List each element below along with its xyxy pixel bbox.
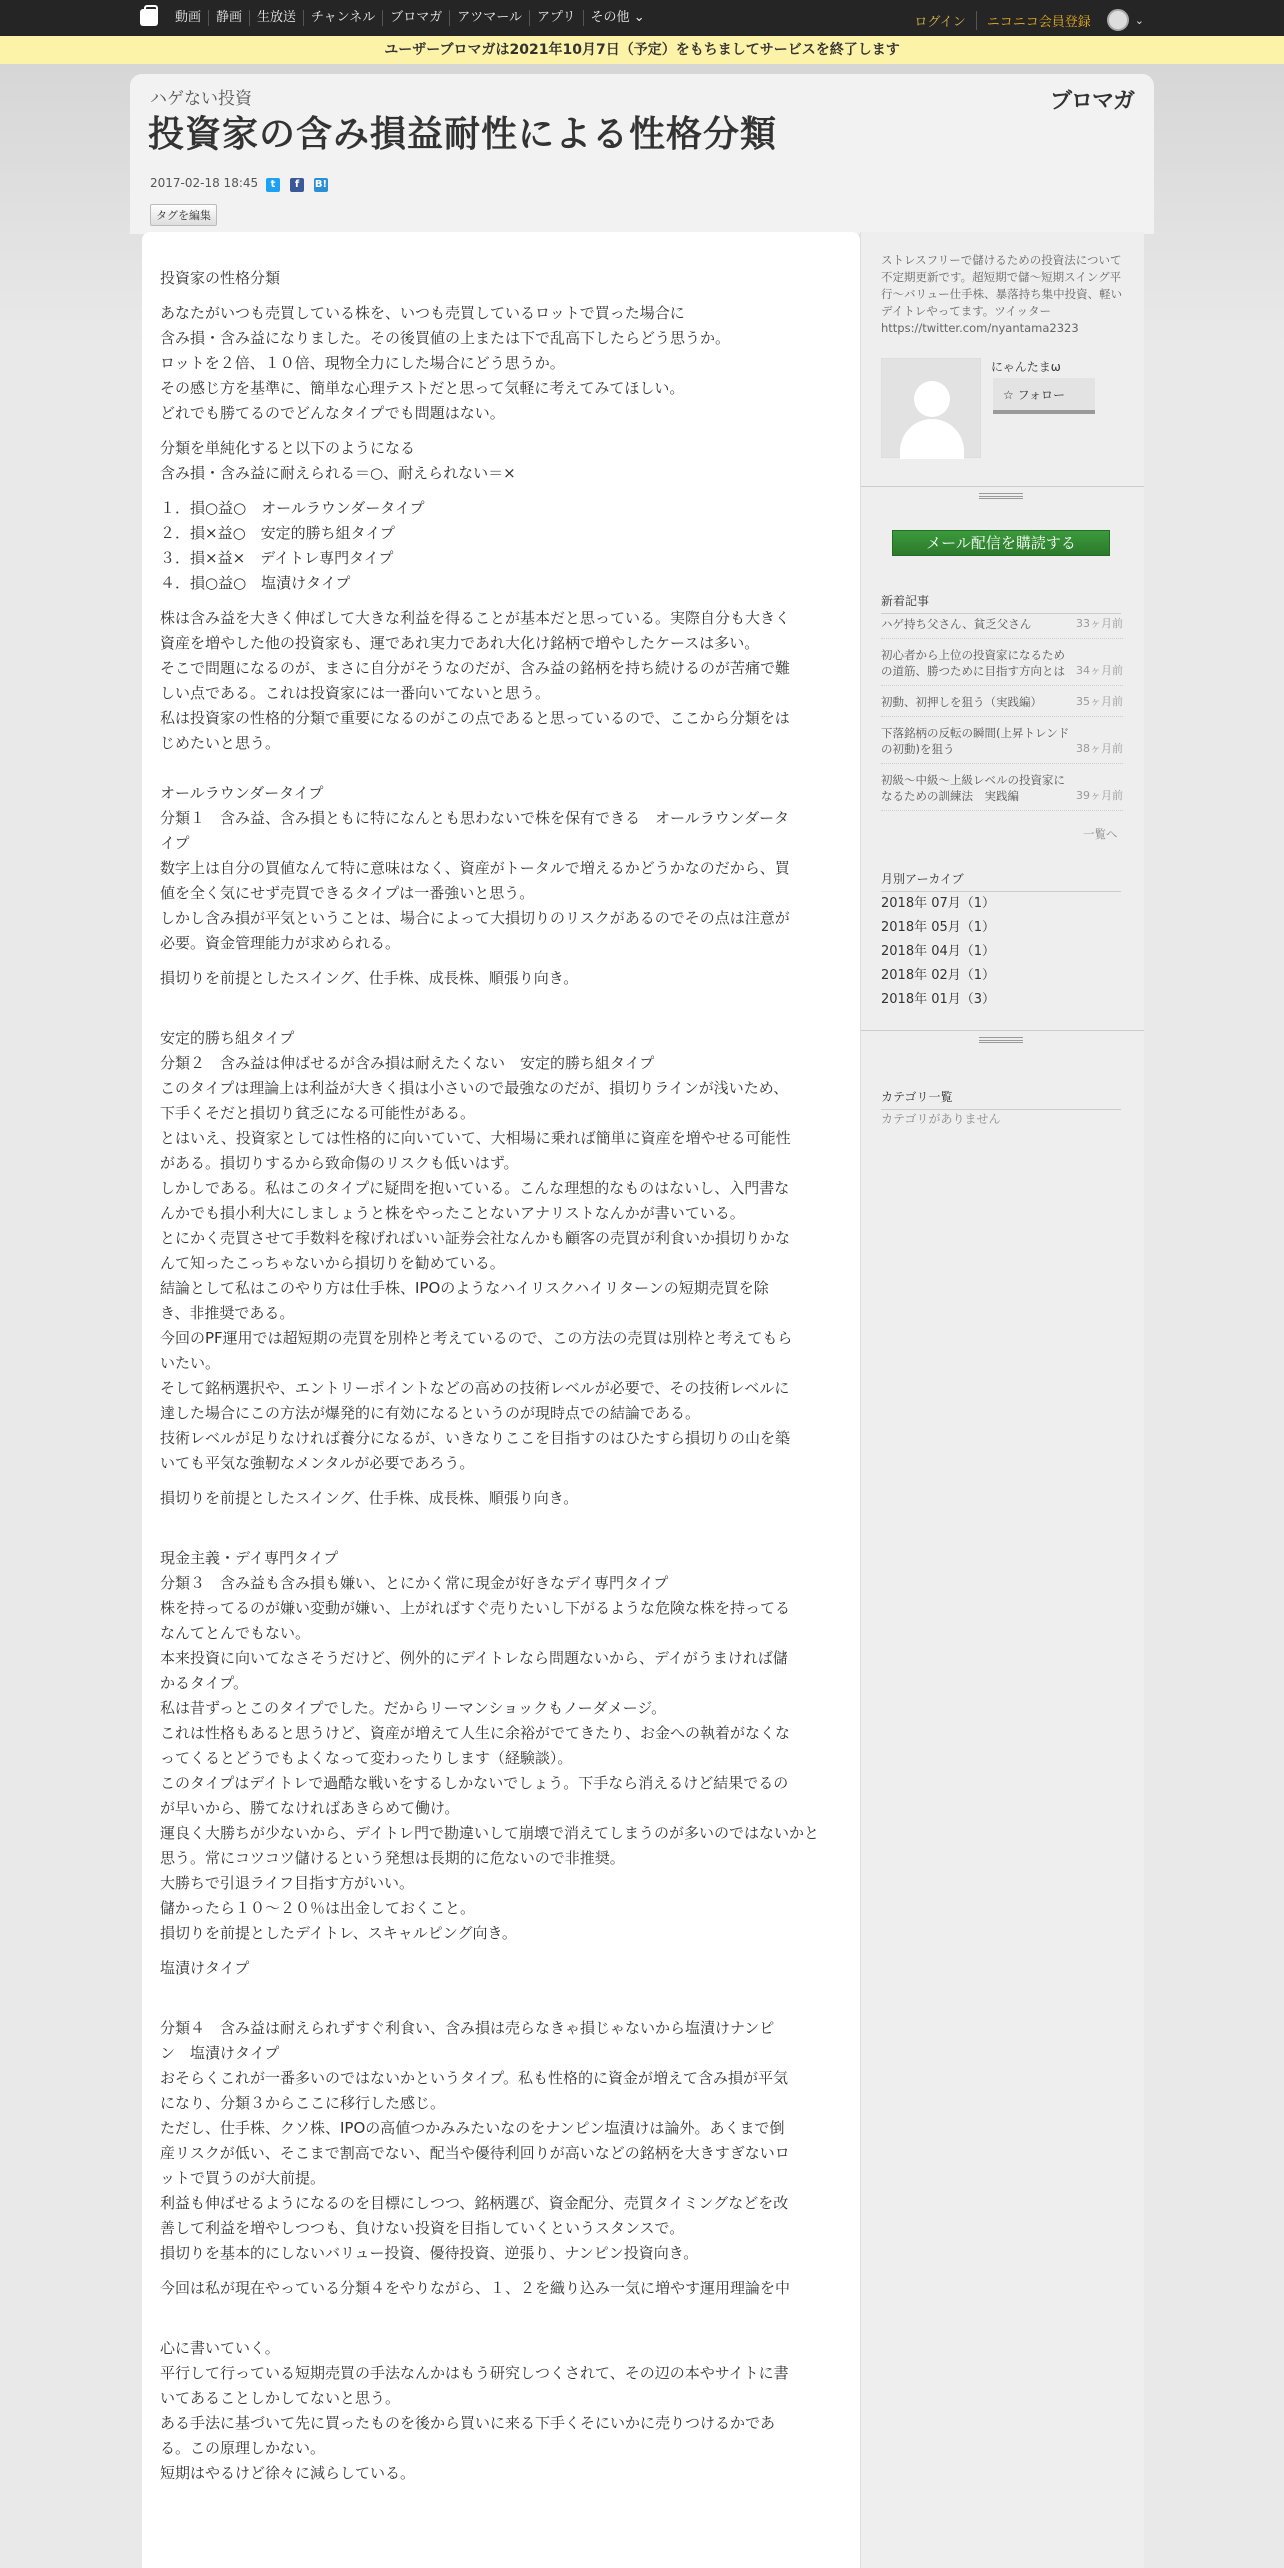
recent-ago: 38ヶ月前: [1076, 742, 1123, 755]
paragraph: 数字上は自分の買値なんて特に意味はなく、資産がトータルで増えるかどうかなのだから、買: [160, 859, 790, 877]
blomaga-logo[interactable]: ブロマガ: [1050, 89, 1135, 114]
archive-item[interactable]: 2018年 01月（3）: [881, 992, 996, 1007]
paragraph: 分類２ 含み益は伸ばせるが含み損は耐えたくない 安定的勝ち組タイプ: [160, 1054, 655, 1072]
paragraph: 短期はやるけど徐々に減らしている。: [160, 2464, 416, 2482]
paragraph: おそらくこれが一番多いのではないかというタイプ。私も性格的に資金が増えて含み損が平気: [160, 2069, 789, 2087]
avatar-body-shape: [900, 419, 964, 459]
chevron-down-icon[interactable]: ⌄: [1134, 13, 1144, 27]
recent-title[interactable]: ハゲ持ち父さん、貧乏父さん: [881, 617, 1032, 631]
category-heading: カテゴリ一覧: [881, 1088, 1121, 1110]
paragraph: いても平気な強靭なメンタルが必要であろう。: [160, 1454, 475, 1472]
sidebar-divider: [861, 486, 1144, 500]
paragraph: んて知ったこっちゃないから損切りを勧めている。: [160, 1254, 505, 1272]
paragraph: ットで買うのが大前提。: [160, 2169, 326, 2187]
nav-item-seiga[interactable]: 静画: [208, 10, 249, 26]
paragraph: このタイプは理論上は利益が大きく損は小さいので最強なのだが、損切りラインが浅いため、: [160, 1079, 789, 1097]
paragraph: しい点である。これは投資家には一番向いてないと思う。: [160, 684, 551, 702]
archive-item[interactable]: 2018年 07月（1）: [881, 896, 996, 911]
paragraph: が早いから、勝てなければあきらめて働け。: [160, 1799, 460, 1817]
recent-ago: 35ヶ月前: [1076, 695, 1123, 708]
paragraph: 損切りを前提としたスイング、仕手株、成長株、順張り向き。: [160, 1489, 579, 1507]
article-body: [160, 266, 842, 2486]
paragraph: 結論として私はこのやり方は仕手株、IPOのようなハイリスクハイリターンの短期売買を除: [160, 1279, 769, 1297]
archive-list: [881, 892, 1121, 1012]
list-item: ２．損×益○ 安定的勝ち組タイプ: [160, 524, 395, 542]
paragraph: そこで問題になるのが、まさに自分がそうなのだが、含み益の銘柄を持ち続けるのが苦痛で難: [160, 659, 791, 677]
recent-title[interactable]: 下落銘柄の反転の瞬間(上昇トレンドの初動)を狙う: [881, 726, 1070, 756]
paragraph: これは性格もあると思うけど、資産が増えて人生に余裕がでてきたり、お金への執着がなくな: [160, 1724, 791, 1742]
recent-title[interactable]: 初心者から上位の投資家になるための道筋、勝つために目指す方向とは: [881, 648, 1065, 678]
paragraph: じめたいと思う。: [160, 734, 281, 752]
paragraph: 必要。資金管理能力が求められる。: [160, 934, 401, 952]
nav-item-live[interactable]: 生放送: [249, 10, 303, 26]
grip-icon: [979, 493, 1023, 499]
paragraph: いたい。: [160, 1354, 221, 1372]
avatar[interactable]: [881, 358, 981, 458]
paragraph: 含み損・含み益になりました。その後買値の上または下で乱高下したらどう思うか。: [160, 329, 731, 347]
paragraph: んかでも損小利大にしましょうと株をやったことないアナリストなんかが書いている。: [160, 1204, 745, 1222]
paragraph: かるタイプ。: [160, 1674, 249, 1692]
list-item: １．損○益○ オールラウンダータイプ: [160, 499, 425, 517]
archive-item[interactable]: 2018年 02月（1）: [881, 968, 996, 983]
section-heading: 現金主義・デイ専門タイプ: [160, 1549, 339, 1567]
paragraph: 善して利益を増やしつつも、負けない投資を目指していくというスタンスで。: [160, 2219, 685, 2237]
follow-button[interactable]: [993, 378, 1095, 414]
paragraph: どれでも勝てるのでどんなタイプでも問題はない。: [160, 404, 505, 422]
paragraph: 技術レベルが足りなければ養分になるが、いきなりここを目指すのはひたすら損切りの山を築: [160, 1429, 791, 1447]
nav-item-more[interactable]: [583, 10, 652, 26]
paragraph: 運良く大勝ちが少ないから、デイトレ門で勘違いして崩壊で消えてしまうのが多いのではないかと: [160, 1824, 819, 1842]
hatena-bookmark-icon[interactable]: B!: [314, 179, 328, 190]
paragraph: ロットを２倍、１０倍、現物全力にした場合にどう思うか。: [160, 354, 565, 372]
archive-heading: 月別アーカイブ: [881, 870, 1121, 892]
recent-item[interactable]: [881, 647, 1123, 686]
nav-item-atsumaru[interactable]: アツマール: [449, 10, 529, 26]
paragraph: 下手くそだと損切り貧乏になる可能性がある。: [160, 1104, 476, 1122]
recent-title[interactable]: 初級～中級～上級レベルの投資家になるための訓練法 実践編: [881, 773, 1065, 803]
section-heading: オールラウンダータイプ: [160, 784, 324, 802]
list-item: ４．損○益○ 塩漬けタイプ: [160, 574, 351, 592]
sidebar: [860, 232, 1144, 2568]
paragraph: ってくるとどうでもよくなって変わったりします（経験談）。: [160, 1749, 573, 1767]
recent-list: [881, 616, 1123, 819]
paragraph: しかしである。私はこのタイプに疑問を抱いている。こんな理想的なものはないし、入門書な: [160, 1179, 790, 1197]
avatar-head-shape: [914, 381, 950, 417]
paragraph: そして銘柄選択や、エントリーポイントなどの高めの技術レベルが必要で、その技術レベルに: [160, 1379, 790, 1397]
recent-ago: 33ヶ月前: [1076, 617, 1123, 630]
nav-item-video[interactable]: 動画: [175, 10, 202, 25]
paragraph: 損切りを基本的にしないバリュー投資、優待投資、逆張り、ナンピン投資向き。: [160, 2244, 699, 2262]
account-area: [914, 9, 1144, 31]
paragraph: 私は昔ずっとこのタイプでした。だからリーマンショックもノーダメージ。: [160, 1699, 667, 1717]
section-heading: 投資家の性格分類: [160, 269, 281, 287]
paragraph: 塩漬けタイプ: [160, 1959, 250, 1977]
register-link[interactable]: ニコニコ会員登録: [986, 14, 1091, 30]
paragraph: なんてとんでもない。: [160, 1624, 311, 1642]
paragraph: 達した場合にこの方法が爆発的に有効になるというのが現時点での結論である。: [160, 1404, 701, 1422]
grip-icon: [979, 1037, 1023, 1043]
paragraph: 思う。常にコツコツ儲けるという発想は長期的に危ないので非推奨。: [160, 1849, 625, 1867]
paragraph: 本来投資に向いてなさそうだけど、例外的にデイトレなら問題ないから、デイがうまければ儲: [160, 1649, 788, 1667]
subscribe-mail-button[interactable]: メール配信を購読する: [892, 530, 1110, 556]
recent-item[interactable]: [881, 772, 1123, 811]
paragraph: 分類を単純化すると以下のようになる: [160, 439, 416, 457]
paragraph: ただし、仕手株、クソ株、IPOの高値つかみみたいなのをナンピン塩漬けは論外。あくまで倒: [160, 2119, 785, 2137]
facebook-share-icon[interactable]: f: [290, 178, 304, 192]
paragraph: がある。損切りするから致命傷のリスクも低いはず。: [160, 1154, 519, 1172]
service-end-notice: ユーザーブロマガは2021年10月7日（予定）をもちましてサービスを終了します: [0, 36, 1284, 64]
paragraph: あなたがいつも売買している株を、いつも売買しているロットで買った場合に: [160, 304, 685, 322]
section-heading: 安定的勝ち組タイプ: [160, 1029, 295, 1047]
recent-item[interactable]: [881, 616, 1123, 639]
paragraph: る。この原理しかない。: [160, 2439, 326, 2457]
sidebar-divider: [861, 1030, 1144, 1044]
chevron-down-icon: ⌄: [633, 10, 645, 25]
paragraph: 私は投資家の性格的分類で重要になるのがこの点であると思っているので、ここから分類をは: [160, 709, 790, 727]
star-icon: ☆: [1003, 388, 1014, 402]
user-avatar-icon[interactable]: [1107, 9, 1129, 31]
paragraph: 損切りを前提としたスイング、仕手株、成長株、順張り向き。: [160, 969, 579, 987]
paragraph: 含み損・含み益に耐えられる＝○、耐えられない＝×: [160, 464, 516, 482]
blog-name[interactable]: ハゲない投資: [150, 89, 252, 109]
paragraph: 分類３ 含み益も含み損も嫌い、とにかく常に現金が好きなデイ専門タイプ: [160, 1574, 669, 1592]
paragraph: 株を持ってるのが嫌い変動が嫌い、上がればすぐ売りたいし下がるような危険な株を持ってる: [160, 1599, 791, 1617]
paragraph: 資産を増やした他の投資家も、運であれ実力であれ大化け銘柄で増やしたケースは多い。: [160, 634, 760, 652]
twitter-share-icon[interactable]: t: [266, 178, 280, 192]
paragraph: 儲かったら１０～２０％は出金しておくこと。: [160, 1899, 476, 1917]
nav-item-blomaga[interactable]: ブロマガ: [382, 10, 449, 26]
paragraph: とはいえ、投資家としては性格的に向いていて、大相場に乗れば簡単に資産を増やせる可能性: [160, 1129, 791, 1147]
recent-ago: 39ヶ月前: [1076, 789, 1123, 802]
recent-ago: 34ヶ月前: [1076, 664, 1123, 677]
paragraph: 値を全く気にせず売買できるタイプは一番強いと思う。: [160, 884, 535, 902]
paragraph: ン 塩漬けタイプ: [160, 2044, 280, 2062]
archive-item[interactable]: 2018年 04月（1）: [881, 944, 996, 959]
recent-more-link[interactable]: 一覧へ: [1083, 827, 1118, 841]
nav-more-label: その他: [590, 10, 630, 25]
recent-item[interactable]: [881, 694, 1123, 717]
paragraph: 今回は私が現在やっている分類４をやりながら、１、２を織り込み一気に増やす運用理論を中: [160, 2279, 791, 2297]
profile-description: ストレスフリーで儲けるための投資法について不定期更新です。超短期で儲～短期スイング平行～バリュー仕手株、暴落持ち集中投資、軽いデイトレやってます。ツイッターhttps://twitter.com/nyantama2323: [881, 253, 1123, 335]
paragraph: 産リスクが低い、そこまで割高でない、配当や優待利回りが高いなどの銘柄を大きすぎないロ: [160, 2144, 790, 2162]
paragraph: 平行して行っている短期売買の手法なんかはもう研究しつくされて、その辺の本やサイトに書: [160, 2364, 789, 2382]
profile-name[interactable]: にゃんたまω: [991, 360, 1061, 374]
paragraph: 分類１ 含み益、含み損ともに特になんとも思わないで株を保有できる オールラウンダータ: [160, 809, 790, 827]
list-item: ３．損×益× デイトレ専門タイプ: [160, 549, 394, 567]
edit-tags-button[interactable]: タグを編集: [150, 204, 217, 226]
paragraph: 大勝ちで引退ライフ目指す方がいい。: [160, 1874, 414, 1892]
paragraph: とにかく売買させて手数料を稼げればいい証券会社なんかも顧客の売買が利食いか損切りかな: [160, 1229, 791, 1247]
paragraph: き、非推奨である。: [160, 1304, 295, 1322]
paragraph: 利益も伸ばせるようになるのを目標にしつつ、銘柄選び、資金配分、売買タイミングなどを改: [160, 2194, 789, 2212]
nav-item-app[interactable]: アプリ: [529, 10, 582, 26]
niconico-logo-icon[interactable]: [140, 9, 158, 26]
service-menu: [168, 10, 652, 26]
paragraph: 今回のPF運用では超短期の売買を別枠と考えているので、この方法の売買は別枠と考えてもら: [160, 1329, 793, 1347]
recent-item[interactable]: [881, 725, 1123, 764]
recent-heading: 新着記事: [881, 592, 1121, 614]
recent-title[interactable]: 初動、初押しを狙う（実践編）: [881, 695, 1042, 709]
paragraph: このタイプはデイトレで過酷な戦いをするしかないでしょう。下手なら消えるけど結果でるの: [160, 1774, 789, 1792]
paragraph: 心に書いていく。: [160, 2339, 280, 2357]
follow-label: フォロー: [1017, 388, 1065, 402]
paragraph: ある手法に基づいて先に買ったものを後から買いに来る下手くそにいかに売りつけるかであ: [160, 2414, 776, 2432]
page-title: 投資家の含み損益耐性による性格分類: [148, 114, 778, 155]
paragraph: になり、分類３からここに移行した感じ。: [160, 2094, 446, 2112]
category-empty-text: カテゴリがありません: [881, 1112, 1001, 1126]
archive-item[interactable]: 2018年 05月（1）: [881, 920, 996, 935]
section-heading: 分類４ 含み益は耐えられずすぐ利食い、含み損は売らなきゃ損じゃないから塩漬けナンピ: [160, 2019, 775, 2037]
paragraph: 株は含み益を大きく伸ばして大きな利益を得ることが基本だと思っている。実際自分も大きく: [160, 609, 791, 627]
paragraph: イプ: [160, 834, 190, 852]
paragraph: しかし含み損が平気ということは、場合によって大損切りのリスクがあるのでその点は注意が: [160, 909, 790, 927]
nav-item-channel[interactable]: チャンネル: [303, 10, 382, 26]
paragraph: 損切りを前提としたデイトレ、スキャルピング向き。: [160, 1924, 517, 1942]
login-link[interactable]: ログイン: [914, 11, 976, 30]
paragraph: その感じ方を基準に、簡単な心理テストだと思って気軽に考えてみてほしい。: [160, 379, 685, 397]
paragraph: いてあることしかしてないと思う。: [160, 2389, 401, 2407]
post-date: 2017-02-18 18:45: [150, 176, 259, 190]
global-nav: [0, 0, 1284, 36]
